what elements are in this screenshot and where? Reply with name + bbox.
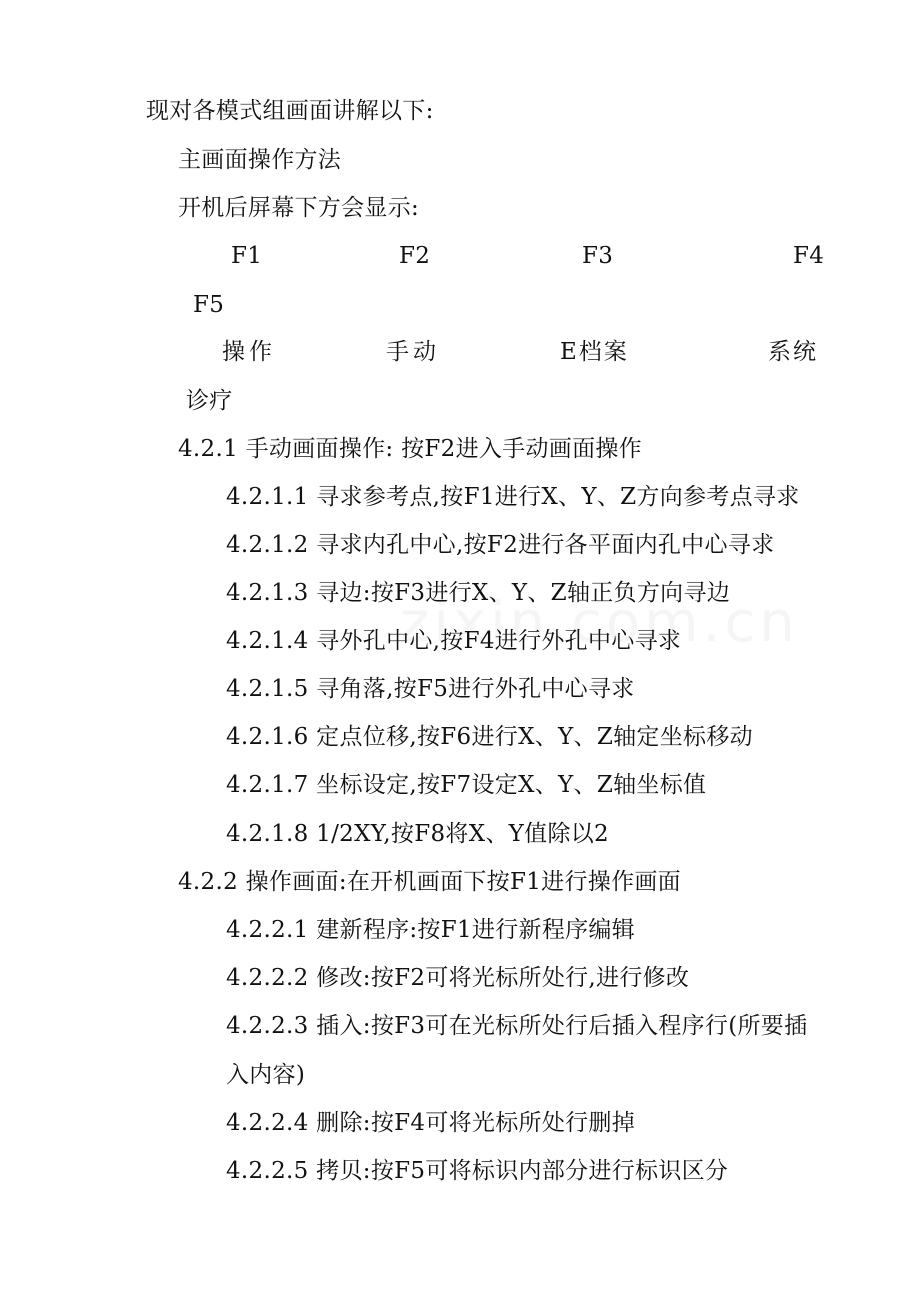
section-4-2-2-2: 4.2.2.2 修改:按F2可将光标所处行,进行修改 [226, 965, 690, 991]
section-4-2-1-6: 4.2.1.6 定点位移,按F6进行X、Y、Z轴定坐标移动 [226, 724, 753, 750]
section-4-2-2-5: 4.2.2.5 拷贝:按F5可将标识内部分进行标识区分 [226, 1158, 729, 1184]
section-4-2-1-7: 4.2.1.7 坐标设定,按F7设定X、Y、Z轴坐标值 [226, 772, 707, 798]
function-label-system: 系统 [768, 339, 818, 365]
section-4-2-2-4: 4.2.2.4 删除:按F4可将光标所处行删掉 [226, 1110, 636, 1136]
function-key-f3: F3 [582, 243, 614, 269]
function-key-f4: F4 [793, 243, 825, 269]
function-label-manual: 手动 [386, 339, 440, 365]
function-key-f2: F2 [399, 243, 431, 269]
section-4-2-1-5: 4.2.1.5 寻角落,按F5进行外孔中心寻求 [226, 676, 635, 702]
main-screen-title: 主画面操作方法 [178, 147, 342, 173]
section-4-2-1-1: 4.2.1.1 寻求参考点,按F1进行X、Y、Z方向参考点寻求 [226, 484, 800, 510]
function-key-f5: F5 [193, 292, 225, 318]
function-label-e-file: E档案 [560, 339, 629, 365]
section-4-2-1-8: 4.2.1.8 1/2XY,按F8将X、Y值除以2 [226, 821, 609, 847]
section-4-2-1-title: 4.2.1 手动画面操作: 按F2进入手动画面操作 [178, 436, 642, 462]
function-key-f1: F1 [231, 243, 263, 269]
intro-text: 现对各模式组画面讲解以下: [146, 98, 434, 124]
section-4-2-1-4: 4.2.1.4 寻外孔中心,按F4进行外孔中心寻求 [226, 628, 682, 654]
startup-text: 开机后屏幕下方会显示: [178, 195, 420, 221]
function-label-diagnosis: 诊疗 [186, 388, 233, 414]
section-4-2-2-3-cont: 入内容) [226, 1062, 306, 1088]
function-label-operate: 操作 [222, 339, 276, 365]
section-4-2-2-title: 4.2.2 操作画面:在开机画面下按F1进行操作画面 [178, 869, 681, 895]
section-4-2-1-2: 4.2.1.2 寻求内孔中心,按F2进行各平面内孔中心寻求 [226, 532, 775, 558]
section-4-2-2-3: 4.2.2.3 插入:按F3可在光标所处行后插入程序行(所要插 [226, 1013, 808, 1039]
section-4-2-1-3: 4.2.1.3 寻边:按F3进行X、Y、Z轴正负方向寻边 [226, 580, 731, 606]
section-4-2-2-1: 4.2.2.1 建新程序:按F1进行新程序编辑 [226, 917, 636, 943]
